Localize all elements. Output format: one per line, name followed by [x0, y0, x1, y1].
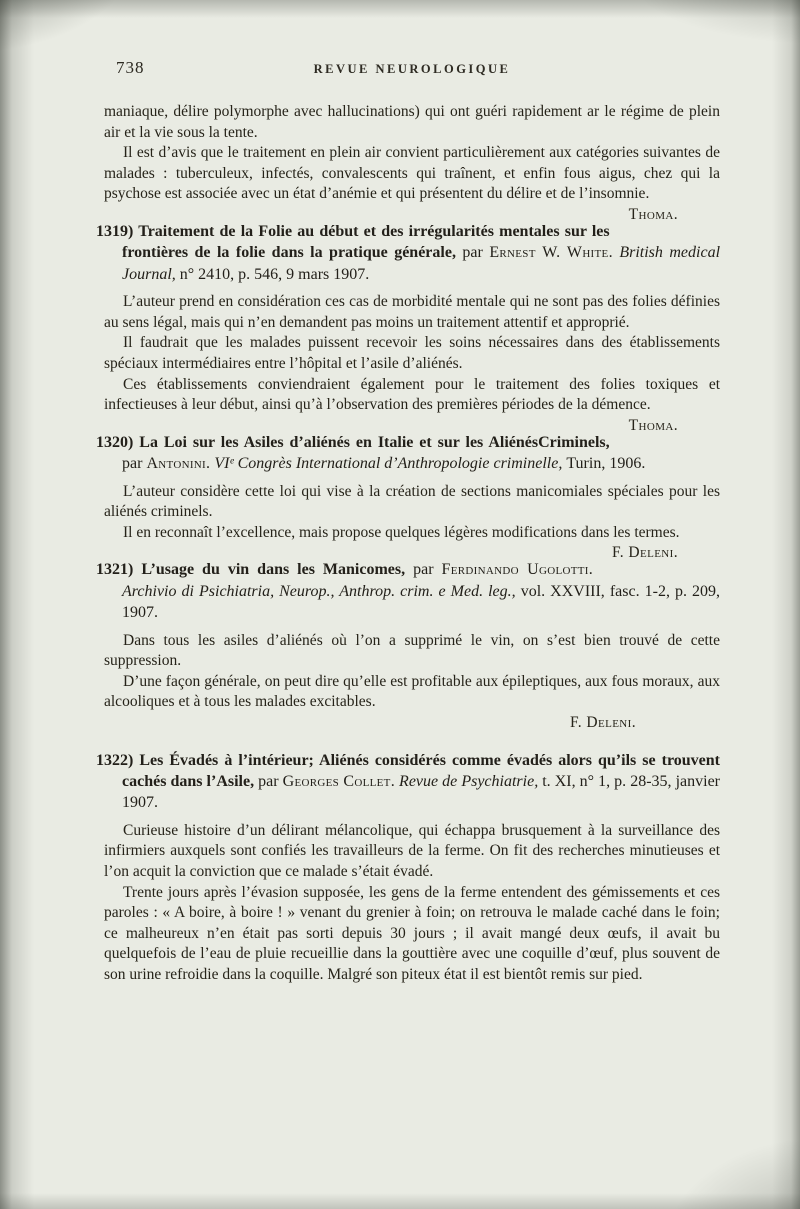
entry-source: VIᵉ Congrès International d’Anthropologie criminelle,	[214, 455, 563, 473]
byline-prefix: par	[122, 455, 143, 473]
entry-heading	[96, 221, 720, 285]
paragraph: Curieuse histoire d’un délirant mélancolique, qui échappa brusquement à la surveillance des infirmiers auxquels sont confiés les travailleurs de la ferme. On fit des recherches minutieuses et l’on acquit la conviction que ce malade s’était évadé.	[104, 821, 720, 880]
paragraph	[104, 523, 720, 562]
entry-title: Les Évadés à l’intérieur; Aliénés considérés comme évadés alors qu’ils se trouvent cachés dans l’Asile,	[122, 751, 721, 790]
byline-prefix: par	[258, 772, 279, 790]
entry-source: Revue de Psychiatrie,	[399, 772, 539, 790]
paragraph: L’auteur prend en considération ces cas de morbidité mentale qui ne sont pas des folies définies au sens légal, mais qui n’en demandent pas moins un traitement attentif et approprié.	[104, 293, 720, 331]
entry-title: L’usage du vin dans les Manicomes,	[141, 561, 406, 579]
entry-heading	[96, 559, 720, 623]
byline-prefix: par	[413, 561, 434, 579]
entry-number: 1319)	[96, 222, 134, 240]
entry-number: 1322)	[96, 751, 134, 769]
page-number: 738	[116, 58, 145, 77]
reviewer-signature: F. Deleni.	[570, 713, 636, 731]
entry-author: Antonini.	[146, 455, 211, 473]
paragraph	[104, 143, 720, 223]
paragraph	[104, 375, 720, 434]
abstract-entry-1321	[96, 559, 721, 733]
paragraph-text: Il est d’avis que le traitement en plein air convient particulièrement aux catégories suivantes de malades : tuberculeux, infectés, convalescents qui traînent, et enfin fous aigus, chez qui la psychose est associée avec un état d’anémie et qui présentent du délire et de l’insomnie.	[104, 144, 720, 203]
abstract-continuation	[104, 102, 720, 223]
journal-running-title: REVUE NEUROLOGIQUE	[313, 62, 511, 76]
entry-source-detail: Turin, 1906.	[566, 455, 646, 473]
paragraph-text: Ces établissements conviendraient également pour le traitement des folies toxiques et infectieuses à leur début, ainsi qu’à l’observation des premières périodes de la démence.	[104, 375, 720, 414]
paragraph: D’une façon générale, on peut dire qu’elle est profitable aux épileptiques, aux fous moraux, aux alcooliques et à tous les malades excitables.	[104, 672, 720, 711]
byline-prefix: par	[462, 244, 483, 262]
paragraph-text: Il en reconnaît l’excellence, mais propose quelques légères modifications dans les termes.	[123, 523, 680, 541]
reviewer-signature: Thoma.	[628, 205, 678, 223]
reviewer-signature: F. Deleni.	[612, 544, 678, 562]
entry-source-detail: t. XI, n° 1, p. 28-35, janvier 1907.	[122, 772, 720, 812]
entry-title: La Loi sur les Asiles d’aliénés en Italie et sur les AliénésCriminels,	[139, 433, 610, 451]
entry-source: Archivio di Psichiatria, Neurop., Anthrop. crim. e Med. leg.,	[122, 582, 516, 600]
abstract-entry-1319	[96, 221, 721, 434]
entry-author: Ferdinando Ugolotti.	[441, 561, 594, 579]
text-block	[96, 102, 721, 990]
paragraph: maniaque, délire polymorphe avec hallucinations) qui ont guéri rapidement ar le régime de plein air et la vie sous la tente.	[104, 103, 720, 141]
running-head	[104, 58, 720, 82]
abstract-entry-1322	[96, 750, 721, 986]
paragraph: Dans tous les asiles d’aliénés où l’on a supprimé le vin, on s’est bien trouvé de cette suppression.	[104, 631, 720, 670]
entry-title: Traitement de la Folie au début et des irrégularités mentales sur les frontières de la folie dans la pratique générale,	[122, 222, 610, 262]
entry-author: Georges Collet.	[282, 772, 395, 790]
paragraph: Trente jours après l’évasion supposée, les gens de la ferme entendent des gémissements et ces paroles : « A boire, à boire ! » venant du grenier à foin; on retrouva le malade caché dans le foin; ce malheureux n’en était pas sorti depuis 30 jours ; il avait mangé deux œufs, il avait bu quelquefois de l’eau de pluie recueillie dans la gouttière avec une coquille d’œuf, plus souvent de son urine refroidie dans la coquille. Malgré son piteux état il est bientôt remis sur pied.	[104, 883, 720, 983]
paragraph: L’auteur considère cette loi qui vise à la création de sections manicomiales spéciales pour les aliénés criminels.	[104, 482, 720, 521]
paragraph: Il faudrait que les malades puissent recevoir les soins nécessaires dans des établissements spéciaux intermédiaires entre l’hôpital et l’asile d’aliénés.	[104, 334, 720, 372]
entry-number: 1321)	[96, 561, 134, 579]
reviewer-signature: Thoma.	[628, 416, 678, 434]
entry-source: British medical Journal,	[122, 244, 721, 283]
entry-source-detail: vol. XXVIII, fasc. 1-2, p. 209, 1907.	[122, 582, 721, 622]
entry-heading	[96, 750, 720, 814]
entry-author: Ernest W. White.	[489, 244, 613, 262]
entry-heading	[96, 432, 720, 475]
abstract-entry-1320	[96, 432, 720, 562]
entry-number: 1320)	[96, 433, 134, 451]
entry-source-detail: n° 2410, p. 546, 9 mars 1907.	[179, 265, 370, 283]
